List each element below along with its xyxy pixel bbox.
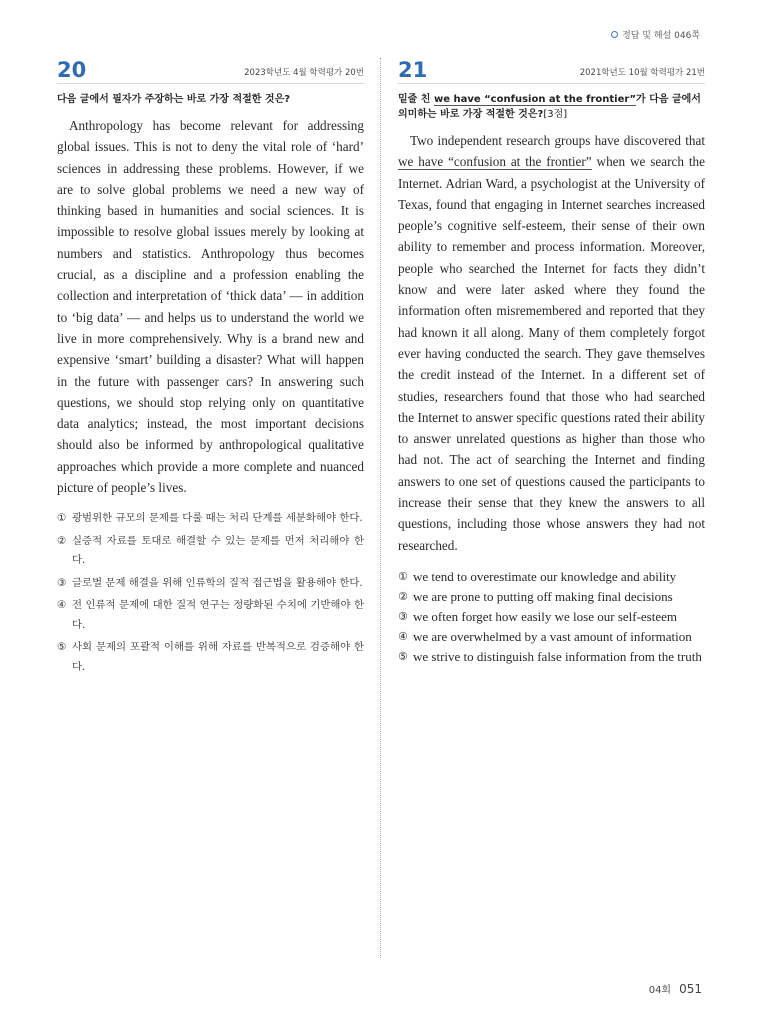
choice-5[interactable]: ⑤ we strive to distinguish false information from the truth <box>398 648 702 664</box>
question-21-header <box>398 55 705 84</box>
underlined-phrase: we have “confusion at the frontier” <box>433 94 637 105</box>
choice-2[interactable]: ② 실증적 자료를 토대로 해결할 수 있는 문제를 먼저 처리해야 한다. <box>57 534 364 567</box>
page-footer <box>649 981 702 996</box>
question-21 <box>398 55 705 667</box>
choice-5[interactable]: ⑤ 사회 문제의 포괄적 이해를 위해 자료를 반복적으로 검증해야 한다. <box>57 641 364 673</box>
circle-bullet-icon <box>611 31 618 38</box>
page-number: 051 <box>679 982 702 996</box>
session-label: 04회 <box>648 985 672 996</box>
question-source: 2023학년도 4월 학력평가 20번 <box>244 68 364 78</box>
answer-reference <box>611 28 700 41</box>
choice-3[interactable]: ③ 글로벌 문제 해결을 위해 인류학의 질적 접근법을 활용해야 한다. <box>57 576 363 589</box>
question-source: 2021학년도 10월 학력평가 21번 <box>579 68 705 78</box>
question-prompt: 다음 글에서 필자가 주장하는 바로 가장 적절한 것은? <box>57 94 291 105</box>
question-number: 20 <box>57 58 87 82</box>
answer-reference-text: 정답 및 해설 046쪽 <box>622 31 700 41</box>
question-20-header <box>57 55 364 84</box>
column-divider <box>380 58 381 958</box>
question-prompt: 밑줄 친 we have “confusion at the frontier”가 다음 글에서 의미하는 바로 가장 적절한 것은?[3점] <box>398 94 701 120</box>
choice-1[interactable]: ① we tend to overestimate our knowledge and ability <box>398 568 677 584</box>
passage <box>398 130 705 556</box>
underlined-passage-phrase: we have “confusion at the frontier” <box>398 154 592 170</box>
question-number: 21 <box>398 58 428 82</box>
choice-2[interactable]: ② we are prone to putting off making final decisions <box>398 588 673 604</box>
choice-3[interactable]: ③ we often forget how easily we lose our self-esteem <box>398 608 678 624</box>
choice-4[interactable]: ④ 전 인류적 문제에 대한 질적 연구는 정량화된 수치에 기반해야 한다. <box>57 599 364 631</box>
answer-choices <box>57 509 364 677</box>
choice-4[interactable]: ④ we are overwhelmed by a vast amount of information <box>398 628 692 644</box>
answer-choices <box>398 567 705 667</box>
passage <box>57 115 364 498</box>
passage-text: Anthropology has become relevant for addressing global issues. This is not to deny the vital role of ‘hard’ sciences in addressing these problems. However, if we are to solve global problems we need a new way of thinking based in humanities and social sciences. It is impossible to resolve global issues merely by looking at numbers and statistics. Anthropology thus becomes crucial, as a discipline and a profession enabling the collection and interpretation of ‘thick data’ — in addition to ‘big data’ — and helps us to understand the world we live in more comprehensively. Why is a brand new and expensive ‘smart’ building a disaster? What will happen in the future with passenger cars? In answering such questions, we should stop relying only on quantitative data analytics; instead, the most important decisions should also be informed by anthropological qualitative approaches which provide a more complete and nuanced picture of people’s lives. <box>57 118 364 496</box>
choice-1[interactable]: ① 광범위한 규모의 문제를 다룰 때는 처리 단계를 세분화해야 한다. <box>57 512 363 525</box>
points-label: [3점] <box>543 109 568 120</box>
question-20 <box>57 55 364 680</box>
passage-text: Two independent research groups have discovered that we have “confusion at the frontier” when we search the Internet. Adrian Ward, a psychologist at the University of Texas, found that engaging in Internet searches increased people’s cognitive self-esteem, their sense of their own ability to remember and process information. Moreover, people who searched the Internet for facts they didn’t know and were later asked where they found the information often misremembered and reported that they had known it all along. Many of them completely forgot ever having conducted the search. They gave themselves the credit instead of the Internet. In a different set of studies, researchers found that those who had searched the Internet to answer specific questions rated their ability to answer unrelated questions as higher than those who had not. The act of searching the Internet and finding answers to one set of questions caused the participants to increase their sense that they knew the answers to all questions, including those whose answers they had not researched. <box>398 133 705 553</box>
